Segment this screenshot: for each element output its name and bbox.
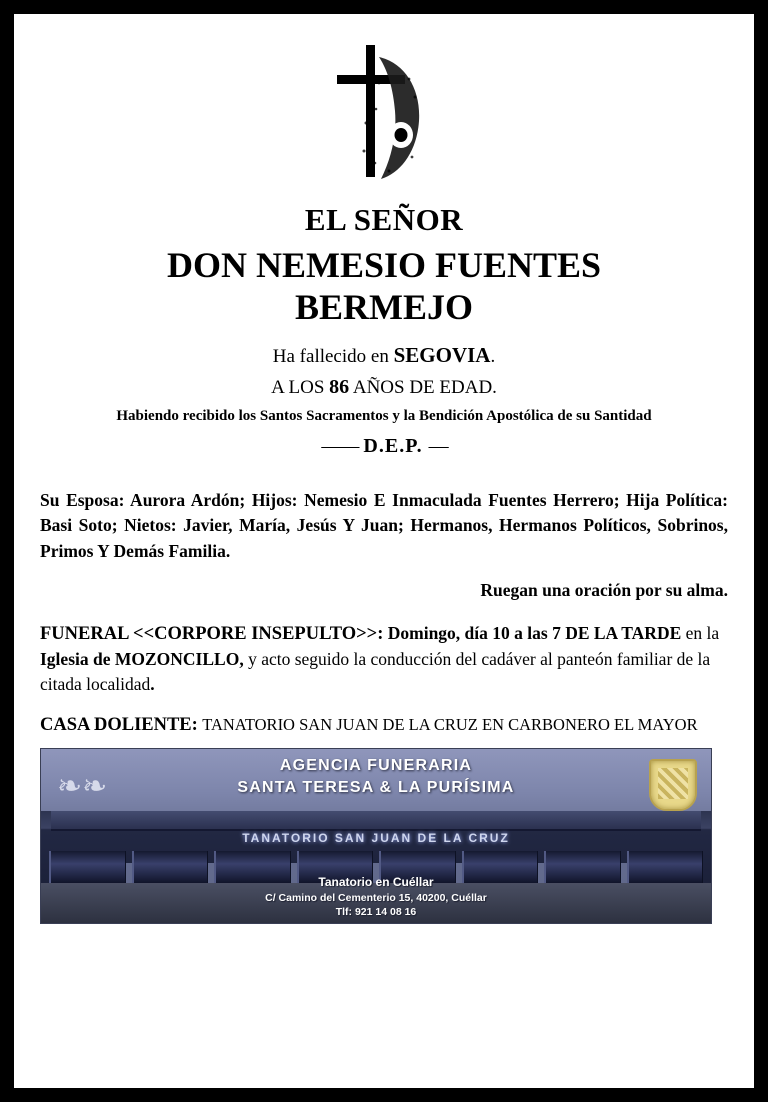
family-list: Su Esposa: Aurora Ardón; Hijos: Nemesio E Inmaculada Fuentes Herrero; Hija Política: Basi Soto; Nietos: Javier, María, Jesús Y Juan; Hermanos, Hermanos Políticos, Sobrinos, Primos Y Demás Familia. bbox=[40, 489, 728, 561]
deceased-name-line1: DON NEMESIO FUENTES bbox=[166, 245, 602, 285]
coat-of-arms-icon bbox=[649, 759, 697, 811]
funeral-place-prefix: en la bbox=[685, 623, 720, 644]
dep-text: D.E.P. bbox=[363, 434, 423, 457]
deceased-name bbox=[40, 244, 728, 329]
funeral-rest-end: . bbox=[150, 674, 155, 695]
death-place: SEGOVIA bbox=[393, 342, 491, 367]
age-suffix: AÑOS DE EDAD. bbox=[352, 376, 497, 398]
mourning-house-value: TANATORIO SAN JUAN DE LA CRUZ EN CARBONERO EL MAYOR bbox=[202, 715, 698, 735]
dep-dash-left: —— bbox=[321, 434, 358, 457]
sacraments-line: Habiendo recibido los Santos Sacramentos y la Bendición Apostólica de su Santidad bbox=[116, 407, 652, 424]
black-border-frame bbox=[10, 10, 758, 1092]
funeral-agency-advert bbox=[40, 748, 712, 924]
funeral-details bbox=[40, 621, 728, 697]
decorative-swirl-icon: ❧❧ bbox=[57, 769, 108, 805]
dep-dash-right: — bbox=[428, 434, 447, 457]
agency-address-line1: Tanatorio en Cuéllar bbox=[318, 875, 434, 890]
agency-title-line1: AGENCIA FUNERARIA bbox=[279, 757, 473, 775]
cross-icon bbox=[309, 39, 459, 189]
deceased-name-line2: BERMEJO bbox=[294, 287, 473, 328]
death-suffix: . bbox=[490, 345, 496, 367]
funeral-place: Iglesia de MOZONCILLO, bbox=[40, 649, 244, 670]
agency-title-line2: SANTA TERESA & LA PURÍSIMA bbox=[237, 778, 515, 796]
age-number: 86 bbox=[329, 375, 350, 398]
agency-title bbox=[41, 755, 711, 798]
agency-address-line2: C/ Camino del Cementerio 15, 40200, Cuéllar bbox=[265, 891, 487, 904]
honorific: EL SEÑOR bbox=[304, 202, 464, 237]
notice-content bbox=[40, 28, 728, 1074]
age-line bbox=[40, 376, 728, 399]
mourning-house-label: CASA DOLIENTE: bbox=[40, 715, 198, 736]
dep-line bbox=[40, 435, 728, 458]
death-place-line bbox=[40, 343, 728, 368]
agency-address bbox=[41, 874, 711, 919]
cross-emblem bbox=[40, 34, 728, 194]
funeral-label: FUNERAL <<CORPORE INSEPULTO>>: bbox=[40, 624, 384, 645]
death-prefix: Ha fallecido en bbox=[272, 345, 389, 367]
agency-address-line3: Tlf: 921 14 08 16 bbox=[335, 905, 417, 918]
mourning-house bbox=[40, 714, 728, 736]
prayer-request: Ruegan una oración por su alma. bbox=[480, 580, 728, 601]
building-roof bbox=[51, 811, 701, 831]
age-prefix: A LOS bbox=[271, 376, 325, 398]
funeral-rest: y acto seguido la conducción del cadáver al panteón familiar de la citada localidad bbox=[40, 649, 711, 695]
building-facade-sign: TANATORIO SAN JUAN DE LA CRUZ bbox=[242, 831, 510, 846]
funeral-when: Domingo, día 10 a las 7 DE LA TARDE bbox=[387, 623, 682, 644]
